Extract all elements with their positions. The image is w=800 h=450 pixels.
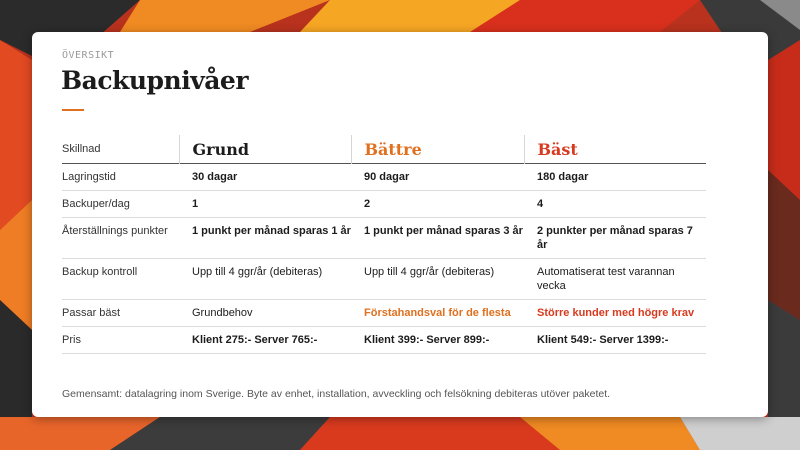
- cell-grund: Klient 275:- Server 765:-: [179, 327, 351, 354]
- section-eyebrow: ÖVERSIKT: [62, 50, 115, 61]
- title-underline: [62, 109, 84, 111]
- cell-bast: 180 dagar: [524, 164, 706, 191]
- cell-grund: Upp till 4 ggr/år (debiteras): [179, 259, 351, 300]
- row-label: Lagringstid: [62, 164, 179, 191]
- cell-bast: Större kunder med högre krav: [524, 300, 706, 327]
- cell-battre: Klient 399:- Server 899:-: [351, 327, 524, 354]
- cell-bast: 4: [524, 191, 706, 218]
- cell-battre: 1 punkt per månad sparas 3 år: [351, 218, 524, 259]
- tier-grund-heading: Grund: [179, 135, 351, 164]
- table-row: [62, 259, 706, 300]
- table-header-row: [62, 135, 706, 164]
- cell-battre: Förstahandsval för de flesta: [351, 300, 524, 327]
- row-label: Pris: [62, 327, 179, 354]
- header-label: Skillnad: [62, 143, 101, 155]
- row-label: Återställnings punkter: [62, 218, 179, 259]
- table-row: [62, 327, 706, 354]
- cell-grund: 30 dagar: [179, 164, 351, 191]
- row-label: Backup kontroll: [62, 259, 179, 300]
- cell-grund: Grundbehov: [179, 300, 351, 327]
- table-row: [62, 218, 706, 259]
- overview-card: [32, 32, 768, 417]
- cell-battre: 2: [351, 191, 524, 218]
- row-label: Passar bäst: [62, 300, 179, 327]
- cell-bast: Klient 549:- Server 1399:-: [524, 327, 706, 354]
- cell-grund: 1: [179, 191, 351, 218]
- footnote: Gemensamt: datalagring inom Sverige. Byte av enhet, installation, avveckling och felsökning debiteras utöver paketet.: [62, 388, 611, 400]
- cell-battre: 90 dagar: [351, 164, 524, 191]
- page-title: Backupnivåer: [61, 66, 249, 95]
- cell-grund: 1 punkt per månad sparas 1 år: [179, 218, 351, 259]
- table-row: [62, 164, 706, 191]
- tier-battre-heading: Bättre: [351, 135, 524, 164]
- backup-levels-table: [62, 135, 706, 354]
- cell-bast: 2 punkter per månad sparas 7 år: [524, 218, 706, 259]
- tier-bast-heading: Bäst: [524, 135, 706, 164]
- row-label: Backuper/dag: [62, 191, 179, 218]
- cell-bast: Automatiserat test varannan vecka: [524, 259, 706, 300]
- cell-battre: Upp till 4 ggr/år (debiteras): [351, 259, 524, 300]
- table-row: [62, 191, 706, 218]
- table-row: [62, 300, 706, 327]
